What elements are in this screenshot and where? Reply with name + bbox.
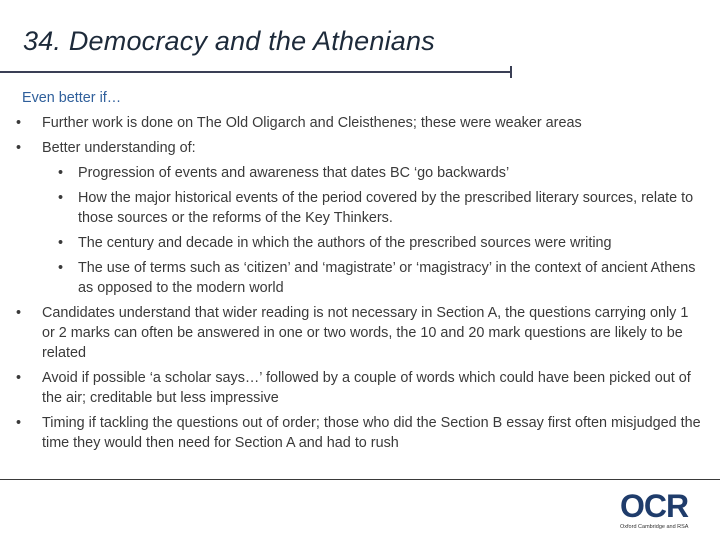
sub-bullet-item	[42, 188, 702, 228]
ocr-logo	[620, 490, 700, 530]
bullet-text: Candidates understand that wider reading is not necessary in Section A, the questions carrying only 1 or 2 marks can often be answered in one or two words, the 10 and 20 mark questions are likely to be related	[42, 305, 689, 361]
title-underline	[0, 71, 512, 73]
bullet-item	[22, 138, 702, 298]
sub-bullet-text: Progression of events and awareness that dates BC ‘go backwards’	[78, 165, 510, 181]
intro-text: Even better if…	[22, 90, 122, 106]
footer-divider	[0, 479, 720, 480]
slide-content	[22, 88, 702, 458]
bullet-item	[22, 413, 702, 453]
bullet-text: Timing if tackling the questions out of order; those who did the Section B essay first often misjudged the time they would then need for Section A and had to rush	[42, 415, 701, 451]
sub-bullet-text: How the major historical events of the period covered by the prescribed literary sources, relate to those sources or the reforms of the Key Thinkers.	[78, 190, 694, 226]
sub-bullet-item	[42, 258, 702, 298]
ocr-logo-mark: OCR	[620, 488, 689, 524]
sub-bullet-text: The use of terms such as ‘citizen’ and ‘magistrate’ or ‘magistracy’ in the context of ancient Athens as opposed to the modern world	[78, 260, 696, 296]
bullet-item	[22, 303, 702, 363]
ocr-logo-subtitle: Oxford Cambridge and RSA	[620, 524, 689, 530]
bullet-item	[22, 113, 702, 133]
sub-bullet-item	[42, 163, 702, 183]
sub-bullet-item	[42, 233, 702, 253]
sub-bullet-text: The century and decade in which the authors of the prescribed sources were writing	[78, 235, 612, 251]
slide-title: 34. Democracy and the Athenians	[23, 26, 435, 56]
bullet-text: Better understanding of:	[42, 140, 196, 156]
sub-bullet-list	[42, 163, 702, 298]
bullet-text: Further work is done on The Old Oligarch and Cleisthenes; these were weaker areas	[42, 115, 582, 131]
title-underline-tick	[510, 66, 512, 78]
bullet-text: Avoid if possible ‘a scholar says…’ followed by a couple of words which could have been picked out of the air; creditable but less impressive	[42, 370, 691, 406]
bullet-item	[22, 368, 702, 408]
